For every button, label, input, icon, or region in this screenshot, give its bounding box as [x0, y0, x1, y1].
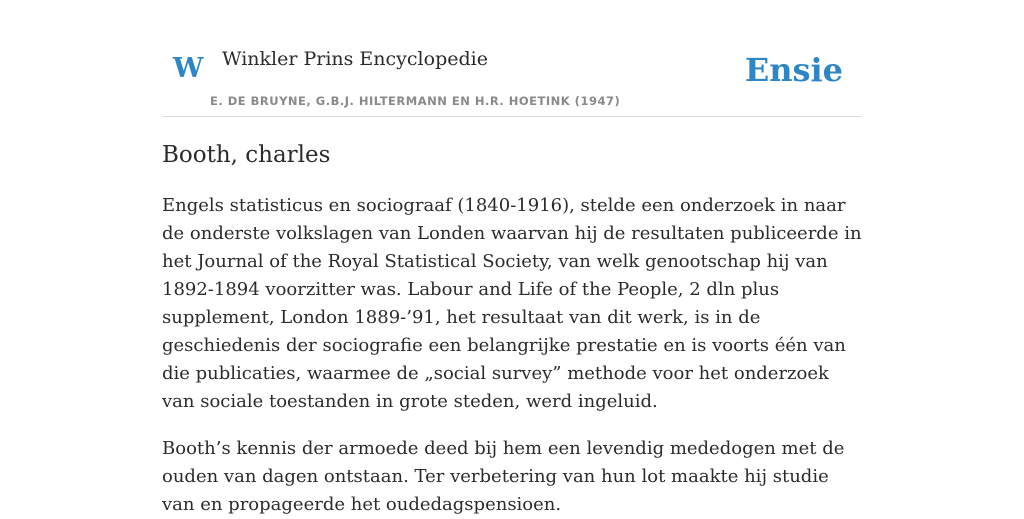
ensie-brand-logo[interactable]: Ensie — [744, 51, 843, 89]
source-title[interactable]: Winkler Prins Encyclopedie — [222, 48, 488, 70]
article-paragraph: Booth’s kennis der armoede deed bij hem een levendig mededogen met de ouden van dagen ontstaan. Ter verbetering van hun lot maakte hij studie van en propageerde het oudedagspensioen. — [162, 438, 845, 515]
source-authors: E. DE BRUYNE, G.B.J. HILTERMANN EN H.R. HOETINK (1947) — [210, 94, 621, 108]
winkler-prins-logo[interactable]: W — [173, 53, 204, 84]
article-paragraph: Engels statisticus en sociograaf (1840-1916), stelde een onderzoek in naar de onderste volkslagen van Londen waarvan hij de resultaten publiceerde in het Journal of the Royal Statistical Society, van welk genootschap hij van 1892-1894 voorzitter was. Labour and Life of the People, 2 dln plus supplement, London 1889-’91, het resultaat van dit werk, is in de geschiedenis der sociografie een belangrijke prestatie en is voorts één van die publicaties, waarmee de „social survey” methode voor het onderzoek van sociale toestanden in grote steden, werd ingeluid. — [162, 195, 862, 412]
source-header — [162, 0, 862, 117]
article-title: Booth, charles — [162, 142, 331, 168]
